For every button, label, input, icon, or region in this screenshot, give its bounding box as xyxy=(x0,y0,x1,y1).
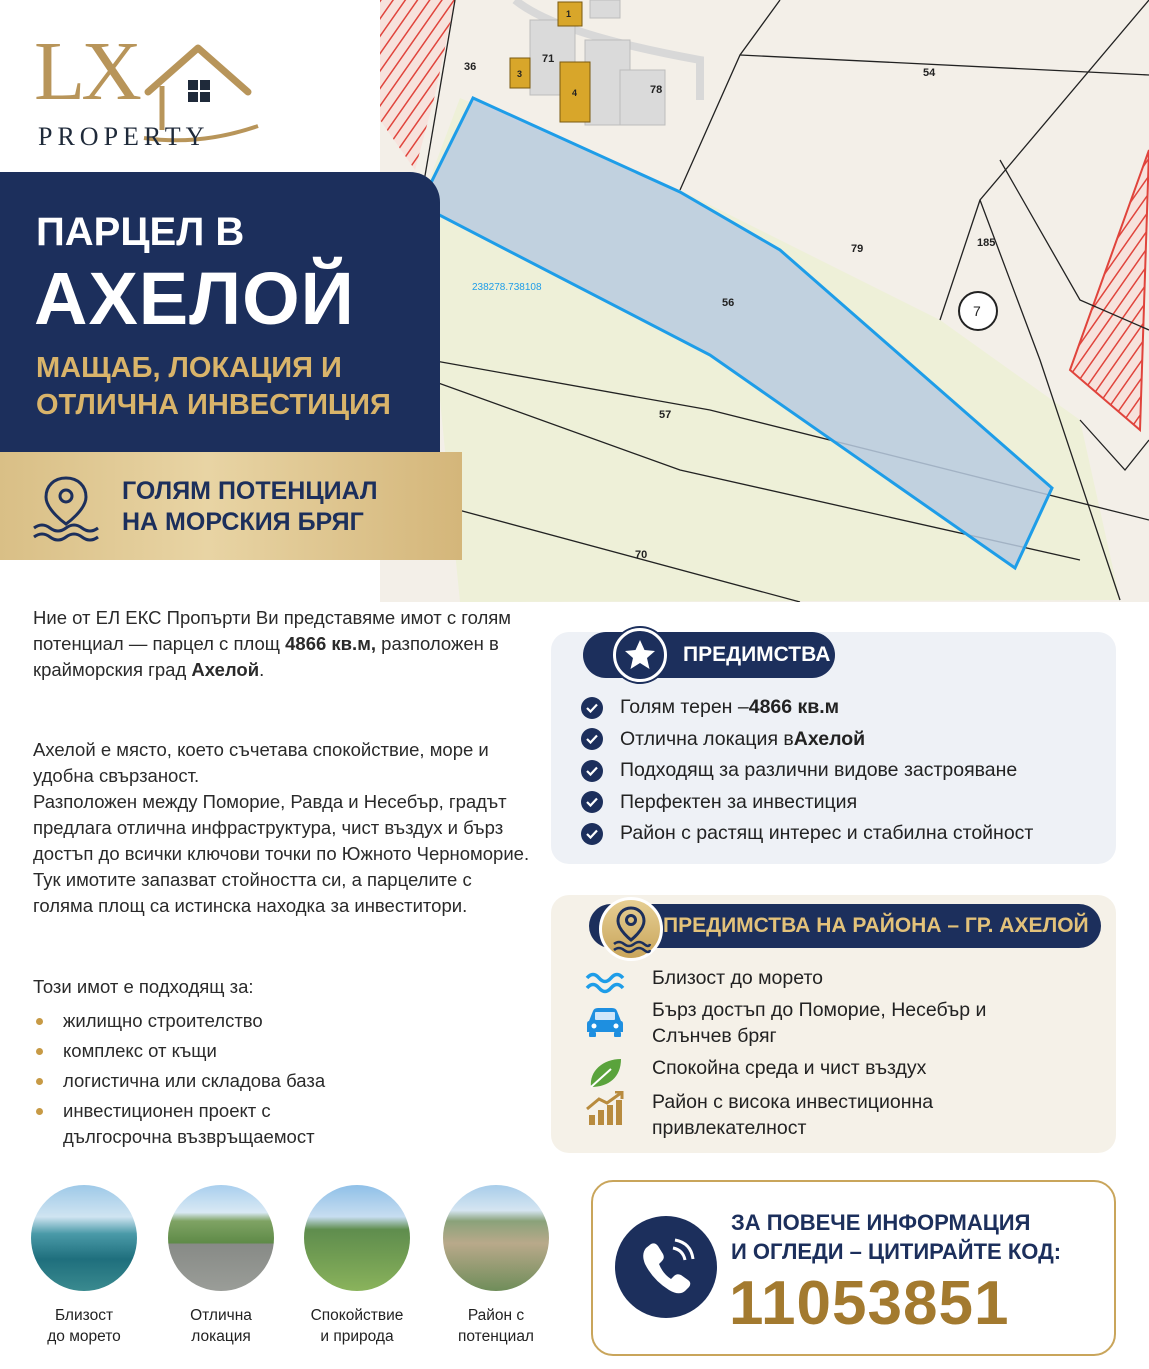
star-icon xyxy=(613,628,667,682)
phone-icon[interactable] xyxy=(615,1216,717,1318)
hills-photo xyxy=(304,1185,410,1291)
region-title: ПРЕДИМСТВА НА РАЙОНА – ГР. АХЕЛОЙ xyxy=(663,914,1089,937)
subtitle-line2: ОТЛИЧНА ИНВЕСТИЦИЯ xyxy=(36,389,391,421)
thumbnail-location xyxy=(165,1185,277,1347)
location-pin-waves-icon xyxy=(30,474,102,542)
map-label: 71 xyxy=(542,53,555,65)
area-value: 4866 кв.м, xyxy=(285,633,377,654)
advantages-header xyxy=(583,632,835,678)
advantages-title: ПРЕДИМСТВА xyxy=(683,643,831,666)
check-icon xyxy=(581,760,603,782)
suitable-title: Този имот е подходящ за: xyxy=(33,976,254,997)
thumbnail-label: Отлична локация xyxy=(190,1307,252,1345)
region-item-text: Спокойна среда и чист въздух xyxy=(652,1057,927,1079)
thumbnail-nature xyxy=(301,1185,413,1347)
town-photo xyxy=(443,1185,549,1291)
intro-paragraph: Ние от ЕЛ ЕКС Пропърти Ви представяме имот с голям потенциал — парцел с площ 4866 кв.м, разположен в крайморския град Ахелой. xyxy=(33,607,512,680)
cadastral-map xyxy=(380,0,1149,602)
contact-line1: ЗА ПОВЕЧЕ ИНФОРМАЦИЯ xyxy=(731,1210,1031,1235)
banner-line1: ГОЛЯМ ПОТЕНЦИАЛ xyxy=(122,477,378,505)
map-label: 57 xyxy=(659,409,672,421)
region-item-text: Близост до морето xyxy=(652,967,824,989)
region-item xyxy=(581,997,1012,1049)
list-item: Перфектен за инвестиция xyxy=(581,787,1033,819)
region-header xyxy=(589,904,1101,948)
map-label: 54 xyxy=(923,67,936,79)
region-card xyxy=(551,895,1116,1153)
map-label: 70 xyxy=(635,549,648,561)
map-label: 56 xyxy=(722,297,735,309)
thumbnail-label: Близост до морето xyxy=(47,1307,121,1345)
thumbnail-sea xyxy=(28,1185,140,1347)
banner-text xyxy=(122,476,378,538)
page-title-line2: АХЕЛОЙ xyxy=(34,257,355,340)
description-line: Разположен между Поморие, Равда и Несебър, градът предлага отлична инфраструктура, чист въздух и бърз достъп до всички ключови точки по Южното Черноморие. xyxy=(33,791,530,864)
list-item: Отлична локация в Ахелой xyxy=(581,724,1033,756)
region-item xyxy=(581,965,1032,1001)
contact-card xyxy=(591,1180,1116,1356)
description-line: Ахелой е място, което съчетава спокойствие, море и удобна свързаност. xyxy=(33,739,489,786)
page-subtitle xyxy=(36,350,391,424)
contact-text xyxy=(731,1208,1061,1266)
title-panel xyxy=(0,172,440,452)
check-icon xyxy=(581,823,603,845)
potential-banner xyxy=(0,452,462,560)
property-code: 11053851 xyxy=(729,1269,1010,1338)
highway-photo xyxy=(168,1185,274,1291)
list-item: Район с растящ интерес и стабилна стойност xyxy=(581,818,1033,850)
list-item: комплекс от къщи xyxy=(33,1038,513,1064)
list-item: Голям терен – 4866 кв.м xyxy=(581,692,1033,724)
thumbnail-label: Район с потенциал xyxy=(458,1307,534,1345)
thumbnail-label: Спокойствие и природа xyxy=(310,1307,404,1345)
list-item: Подходящ за различни видове застрояване xyxy=(581,755,1033,787)
waves-icon xyxy=(581,965,629,1001)
location-pin-icon xyxy=(599,897,663,961)
map-label: 79 xyxy=(851,243,864,255)
list-item: логистична или складова база xyxy=(33,1068,513,1094)
car-icon xyxy=(581,1003,629,1039)
map-coordinate: 238278.738108 xyxy=(472,282,542,293)
map-label: 1 xyxy=(566,9,572,19)
logo-word: PROPERTY xyxy=(38,122,210,151)
map-label: 7 xyxy=(973,303,981,319)
leaf-icon xyxy=(581,1055,629,1091)
map-label: 185 xyxy=(977,237,996,249)
map-label: 78 xyxy=(650,84,663,96)
map-label: 36 xyxy=(464,61,477,73)
check-icon xyxy=(581,697,603,719)
region-item-text: Район с висока инвестиционна привлекателност xyxy=(652,1091,934,1139)
advantages-card xyxy=(551,632,1116,864)
subtitle-line1: МАЩАБ, ЛОКАЦИЯ И xyxy=(36,352,342,384)
company-logo xyxy=(30,25,250,160)
list-item: жилищно строителство xyxy=(33,1008,513,1034)
city-name: Ахелой xyxy=(191,659,260,680)
region-item xyxy=(581,1055,1032,1091)
check-icon xyxy=(581,728,603,750)
list-item: инвестиционен проект с дългосрочна възвръщаемост xyxy=(33,1098,333,1150)
map-label: 4 xyxy=(572,88,578,98)
region-item-text: Бърз достъп до Поморие, Несебър и Слънчев бряг xyxy=(652,999,987,1047)
advantages-list xyxy=(581,692,1033,850)
region-item xyxy=(581,1089,992,1141)
banner-line2: НА МОРСКИЯ БРЯГ xyxy=(122,508,364,536)
contact-line2: И ОГЛЕДИ – ЦИТИРАЙТЕ КОД: xyxy=(731,1239,1062,1264)
growth-chart-icon xyxy=(581,1091,629,1127)
description-line: Тук имотите запазват стойността си, а парцелите с голяма площ са истинска находка за инвеститори. xyxy=(33,869,472,916)
map-label: 3 xyxy=(517,69,523,79)
suitable-list xyxy=(33,1008,513,1154)
description-paragraph xyxy=(33,737,533,919)
check-icon xyxy=(581,791,603,813)
logo-letters: LX xyxy=(34,25,138,118)
page-title-line1: ПАРЦЕЛ В xyxy=(36,210,245,254)
sea-photo xyxy=(31,1185,137,1291)
thumbnail-potential xyxy=(440,1185,552,1347)
